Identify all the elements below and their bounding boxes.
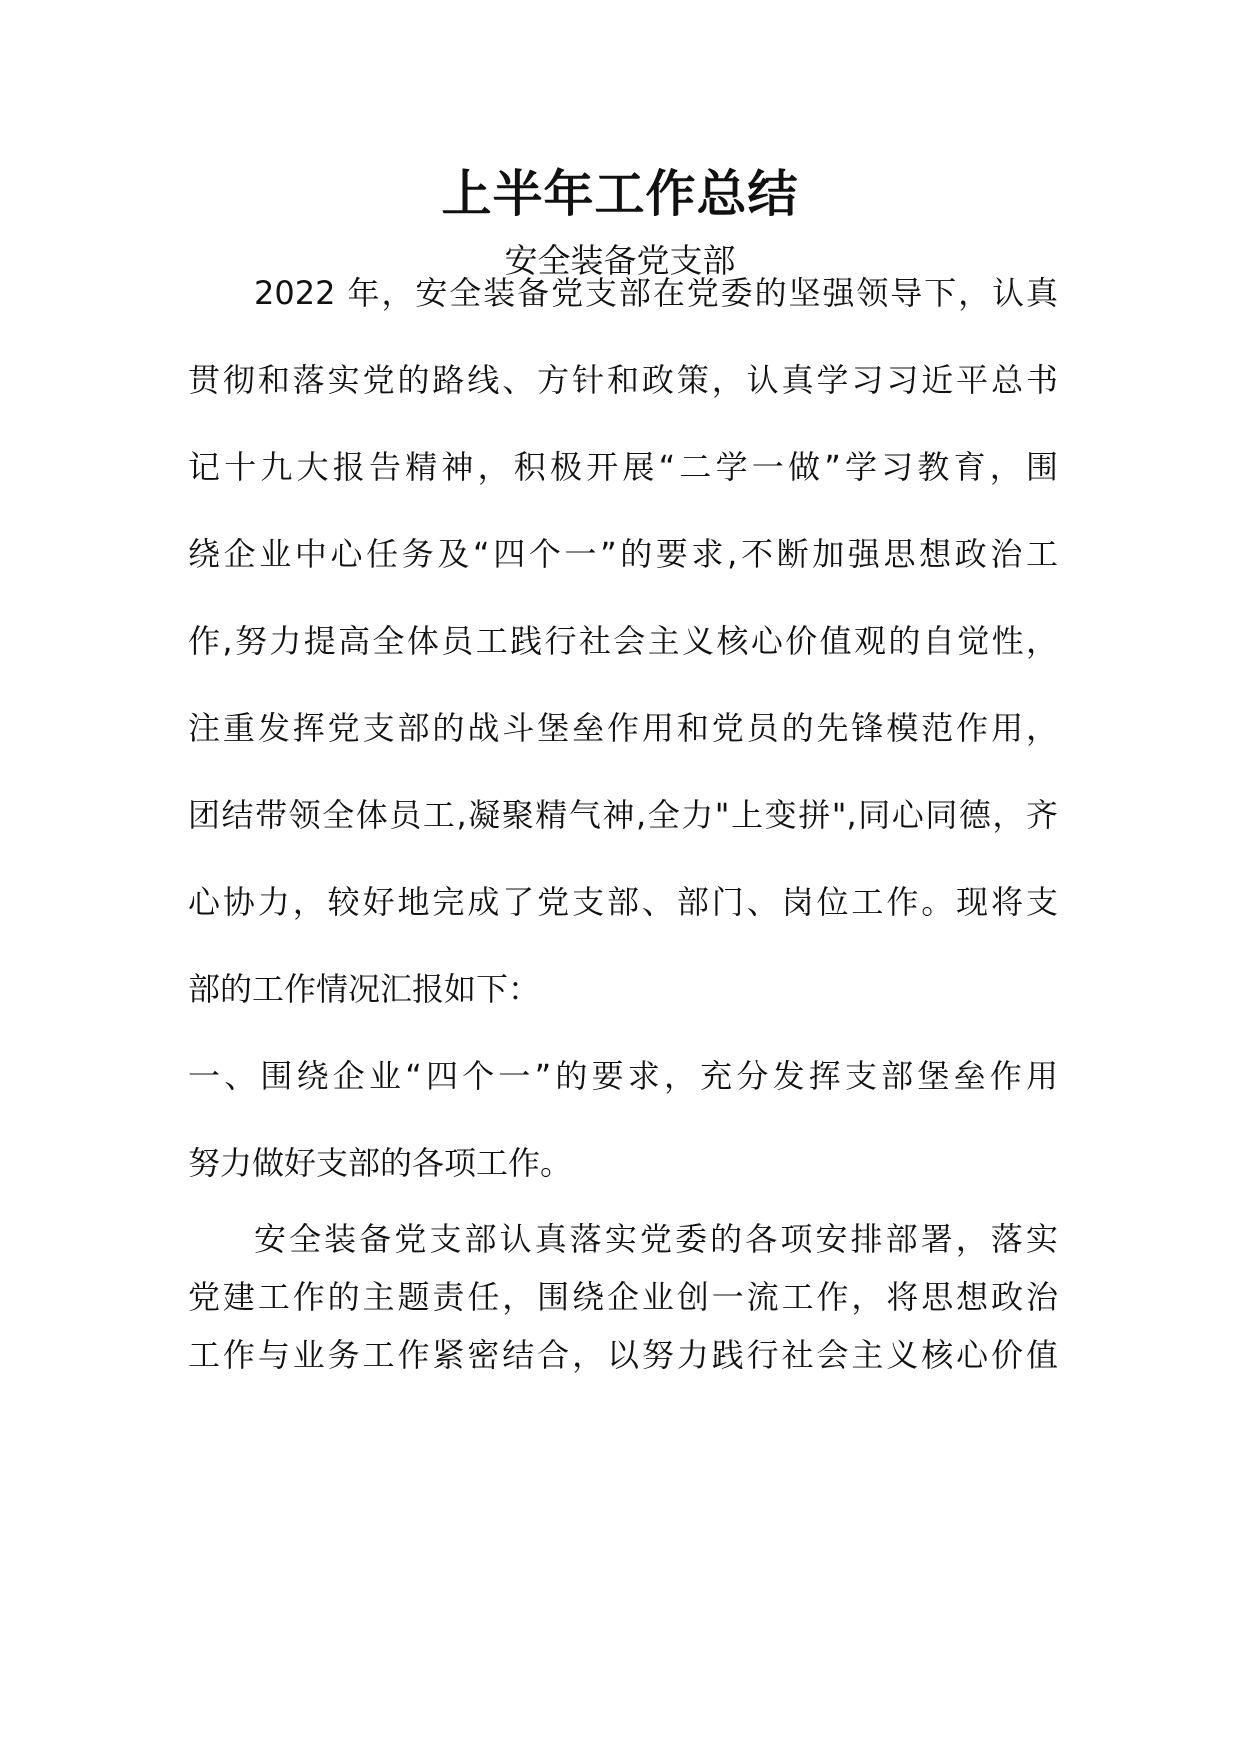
paragraph-1-line-1: 2022 年，安全装备党支部在党委的坚强领导下，认真 [254, 274, 1058, 312]
paragraph-1-line-8: 心协力，较好地完成了党支部、部门、岗位工作。现将支 [188, 883, 1058, 921]
paragraph-2-line-1: 安全装备党支部认真落实党委的各项安排部署，落实 [254, 1220, 1058, 1258]
section-heading-line-1: 一、围绕企业“四个一”的要求，充分发挥支部堡垒作用 [188, 1057, 1058, 1095]
paragraph-1-line-5: 作,努力提高全体员工践行社会主义核心价值观的自觉性， [188, 622, 1058, 660]
paragraph-1-line-3: 记十九大报告精神，积极开展“二学一做”学习教育，围 [188, 448, 1058, 486]
paragraph-1-line-4: 绕企业中心任务及“四个一”的要求,不断加强思想政治工 [188, 535, 1058, 573]
document-subtitle: 安全装备党支部 [504, 241, 736, 280]
paragraph-2-line-3: 工作与业务工作紧密结合，以努力践行社会主义核心价值 [188, 1336, 1058, 1374]
section-heading-line-2: 努力做好支部的各项工作。 [188, 1144, 573, 1182]
paragraph-1-line-9: 部的工作情况汇报如下： [188, 970, 541, 1008]
paragraph-1-line-2: 贯彻和落实党的路线、方针和政策，认真学习习近平总书 [188, 361, 1058, 399]
paragraph-1-line-7: 团结带领全体员工,凝聚精气神,全力"上变拼",同心同德，齐 [188, 796, 1058, 834]
document-title: 上半年工作总结 [441, 165, 799, 223]
paragraph-2-line-2: 党建工作的主题责任，围绕企业创一流工作，将思想政治 [188, 1278, 1058, 1316]
paragraph-1-line-6: 注重发挥党支部的战斗堡垒作用和党员的先锋模范作用， [188, 709, 1058, 747]
